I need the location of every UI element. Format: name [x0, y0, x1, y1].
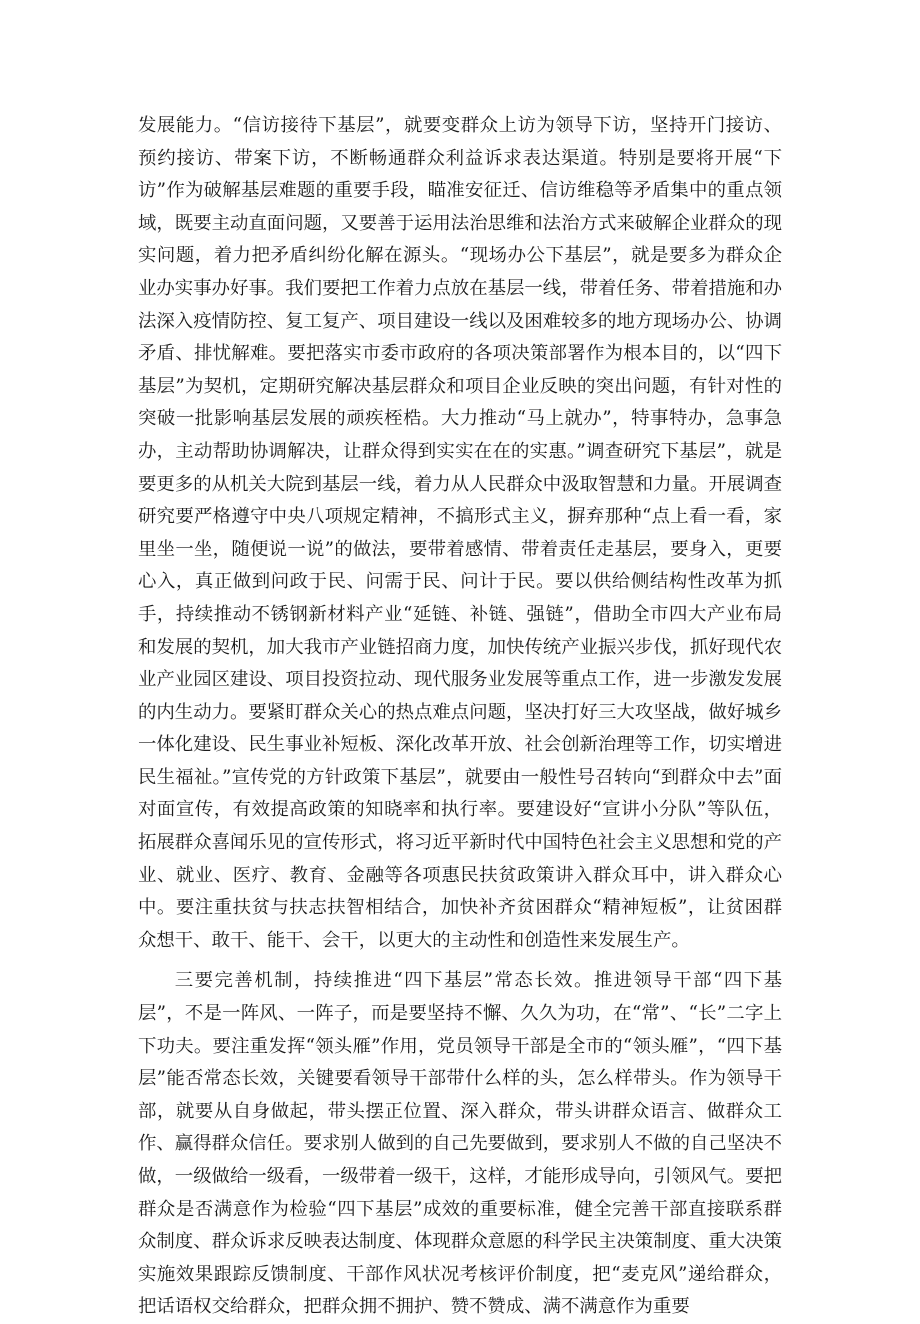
paragraph-section-three: 三要完善机制，持续推进“四下基层”常态长效。推进领导干部“四下基层”，不是一阵风、一阵子，而是要坚持不懈、久久为功，在“常”、“长”二字上下功夫。要注重发挥“领头雁”作用，党员领导干部是全市的“领头雁”，“四下基层”能否常态长效，关键要看领导干部带什么样的头，怎么样带头。作为领导干部，就要从自身做起，带头摆正位置、深入群众，带头讲群众语言、做群众工作、赢得群众信任。要求别人做到的自己先要做到，要求别人不做的自己坚决不做，一级做给一级看，一级带着一级干，这样，才能形成导向，引领风气。要把群众是否满意作为检验“四下基层”成效的重要标准，健全完善干部直接联系群众制度、群众诉求反映表达制度、体现群众意愿的科学民主决策制度、重大决策实施效果跟踪反馈制度、干部作风状况考核评价制度，把“麦克风”递给群众，把话语权交给群众，把群众拥不拥护、赞不赞成、满不满意作为重要	[138, 970, 782, 1318]
paragraph-continuation: 发展能力。“信访接待下基层”，就要变群众上访为领导下访，坚持开门接访、预约接访、带案下访，不断畅通群众利益诉求表达渠道。特别是要将开展“下访”作为破解基层难题的重要手段，瞄准安征迁、信访维稳等矛盾集中的重点领域，既要主动直面问题，又要善于运用法治思维和法治方式来破解企业群众的现实问题，着力把矛盾纠纷化解在源头。“现场办公下基层”，就是要多为群众企业办实事办好事。我们要把工作着力点放在基层一线，带着任务、带着措施和办法深入疫情防控、复工复产、项目建设一线以及困难较多的地方现场办公、协调矛盾、排忧解难。要把落实市委市政府的各项决策部署作为根本目的，以“四下基层”为契机，定期研究解决基层群众和项目企业反映的突出问题，有针对性的突破一批影响基层发展的顽疾桎梏。大力推动“马上就办”，特事特办，急事急办，主动帮助协调解决，让群众得到实实在在的实惠。”调查研究下基层”，就是要更多的从机关大院到基层一线，着力从人民群众中汲取智慧和力量。开展调查研究要严格遵守中央八项规定精神，不搞形式主义，摒弃那种“点上看一看，家里坐一坐，随便说一说”的做法，要带着感情、带着责任走基层，要身入，更要心入，真正做到问政于民、问需于民、问计于民。要以供给侧结构性改革为抓手，持续推动不锈钢新材料产业“延链、补链、强链”，借助全市四大产业布局和发展的契机，加大我市产业链招商力度，加快传统产业振兴步伐，抓好现代农业产业园区建设、项目投资拉动、现代服务业发展等重点工作，进一步激发发展的内生动力。要紧盯群众关心的热点难点问题，坚决打好三大攻坚战，做好城乡一体化建设、民生事业补短板、深化改革开放、社会创新治理等工作，切实增进民生福祉。”宣传党的方针政策下基层”，就要由一般性号召转向“到群众中去”面对面宣传，有效提高政策的知晓率和执行率。要建设好“宣讲小分队”等队伍，拓展群众喜闻乐见的宣传形式，将习近平新时代中国特色社会主义思想和党的产业、就业、医疗、教育、金融等各项惠民扶贫政策讲入群众耳中，讲入群众心中。要注重扶贫与扶志扶智相结合，加快补齐贫困群众“精神短板”，让贫困群众想干、敢干、能干、会干，以更大的主动性和创造性来发展生产。	[138, 115, 782, 951]
document-body	[138, 110, 782, 1324]
